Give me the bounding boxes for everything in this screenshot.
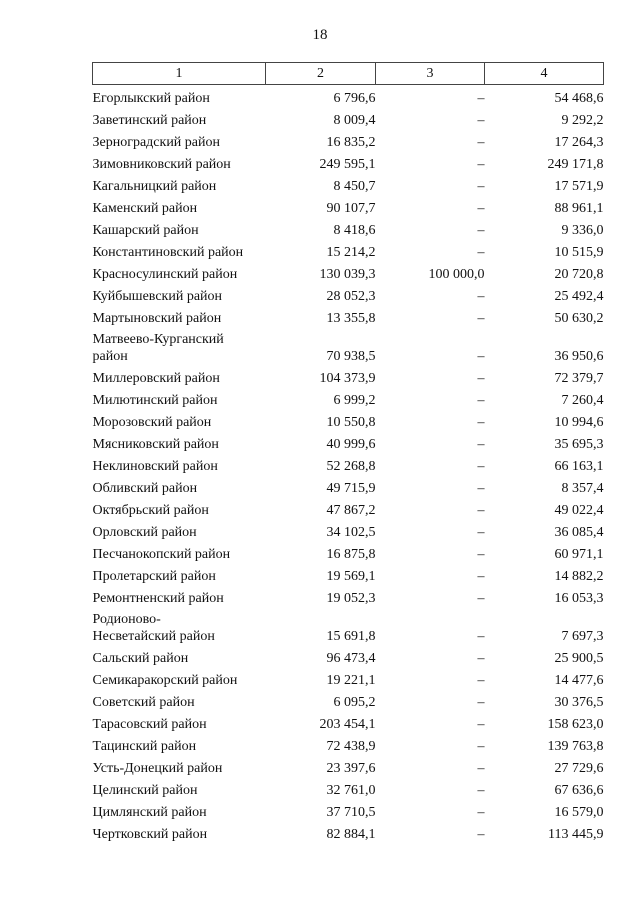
col4-value-cell: 35 695,3 — [554, 436, 604, 452]
col4-value-cell: 49 022,4 — [554, 502, 604, 518]
col2-value-cell: 19 221,1 — [326, 672, 376, 688]
table-row — [93, 497, 604, 519]
col2-value-cell: 96 473,4 — [326, 650, 376, 666]
district-name-cell: Песчанокопский район — [92, 546, 231, 562]
col2-value-cell: 72 438,9 — [326, 738, 376, 754]
header-col-4: 4 — [485, 63, 604, 85]
page-number: 18 — [312, 27, 328, 43]
col2-value-cell: 23 397,6 — [326, 760, 376, 776]
col3-value-cell: – — [477, 222, 485, 238]
col3-value-cell: – — [477, 716, 485, 732]
table-row — [93, 107, 604, 129]
col3-value-cell: – — [477, 348, 485, 364]
district-name-cell: Обливский район — [92, 480, 198, 496]
col4-value-cell: 66 163,1 — [554, 458, 604, 474]
col2-value-cell: 15 691,8 — [326, 628, 376, 644]
col4-value-cell: 8 357,4 — [561, 480, 604, 496]
col2-value-cell: 8 009,4 — [333, 112, 376, 128]
col3-value-cell: – — [477, 178, 485, 194]
header-col-2: 2 — [266, 63, 376, 85]
col3-value-cell: – — [477, 90, 485, 106]
district-name-cell: Сальский район — [92, 650, 189, 666]
district-name-cell: Миллеровский район — [92, 370, 220, 386]
district-name-cell: Кашарский район — [92, 222, 199, 238]
district-name-cell: Чертковский район — [92, 826, 208, 842]
col4-value-cell: 20 720,8 — [554, 266, 604, 282]
col2-value-cell: 82 884,1 — [326, 826, 376, 842]
table-row — [93, 239, 604, 261]
col2-value-cell: 52 268,8 — [326, 458, 376, 474]
col4-value-cell: 249 171,8 — [547, 156, 604, 172]
table-row — [93, 475, 604, 497]
col2-value-cell: 32 761,0 — [326, 782, 376, 798]
table-row — [93, 519, 604, 541]
col3-value-cell: 100 000,0 — [428, 266, 485, 282]
district-name-cell: Октябрьский район — [92, 502, 209, 518]
col3-value-cell: – — [477, 694, 485, 710]
district-name-cell: Константиновский район — [92, 244, 244, 260]
col3-value-cell: – — [477, 502, 485, 518]
col4-value-cell: 14 882,2 — [554, 568, 604, 584]
col4-value-cell: 25 900,5 — [554, 650, 604, 666]
col4-value-cell: 9 292,2 — [561, 112, 604, 128]
table-row — [93, 261, 604, 283]
col2-value-cell: 130 039,3 — [319, 266, 376, 282]
table-row — [93, 305, 604, 327]
table-row — [93, 821, 604, 843]
header-col-3: 3 — [376, 63, 485, 85]
col2-value-cell: 49 715,9 — [326, 480, 376, 496]
table-row — [93, 645, 604, 667]
district-name-cell: Мясниковский район — [92, 436, 219, 452]
col2-value-cell: 34 102,5 — [326, 524, 376, 540]
table-row — [93, 711, 604, 733]
col4-value-cell: 17 264,3 — [554, 134, 604, 150]
col4-value-cell: 72 379,7 — [554, 370, 604, 386]
col2-value-cell: 19 052,3 — [326, 590, 376, 606]
table-body — [93, 85, 604, 843]
table-row — [93, 365, 604, 387]
district-name-cell: Родионово- Несветайский район — [92, 611, 215, 644]
district-name-cell: Советский район — [92, 694, 195, 710]
col2-value-cell: 40 999,6 — [326, 436, 376, 452]
col4-value-cell: 36 950,6 — [554, 348, 604, 364]
col3-value-cell: – — [477, 650, 485, 666]
col4-value-cell: 27 729,6 — [554, 760, 604, 776]
col3-value-cell: – — [477, 134, 485, 150]
col4-value-cell: 7 697,3 — [561, 628, 604, 644]
col2-value-cell: 13 355,8 — [326, 310, 376, 326]
table-row — [93, 541, 604, 563]
district-name-cell: Пролетарский район — [92, 568, 216, 584]
col2-value-cell: 249 595,1 — [319, 156, 376, 172]
col3-value-cell: – — [477, 568, 485, 584]
district-name-cell: Милютинский район — [92, 392, 218, 408]
col3-value-cell: – — [477, 244, 485, 260]
col3-value-cell: – — [477, 436, 485, 452]
col2-value-cell: 8 418,6 — [333, 222, 376, 238]
col3-value-cell: – — [477, 804, 485, 820]
district-name-cell: Усть-Донецкий район — [92, 760, 223, 776]
col4-value-cell: 17 571,9 — [554, 178, 604, 194]
col3-value-cell: – — [477, 524, 485, 540]
district-name-cell: Морозовский район — [92, 414, 212, 430]
col3-value-cell: – — [477, 628, 485, 644]
col2-value-cell: 90 107,7 — [326, 200, 376, 216]
district-name-cell: Тацинский район — [92, 738, 197, 754]
table-row — [93, 409, 604, 431]
col2-value-cell: 16 835,2 — [326, 134, 376, 150]
col2-value-cell: 16 875,8 — [326, 546, 376, 562]
col2-value-cell: 10 550,8 — [326, 414, 376, 430]
col4-value-cell: 36 085,4 — [554, 524, 604, 540]
district-name-cell: Куйбышевский район — [92, 288, 223, 304]
district-name-cell: Цимлянский район — [92, 804, 207, 820]
col3-value-cell: – — [477, 310, 485, 326]
district-name-cell: Зерноградский район — [92, 134, 220, 150]
col4-value-cell: 67 636,6 — [554, 782, 604, 798]
header-row — [93, 63, 604, 85]
district-name-cell: Тарасовский район — [92, 716, 207, 732]
col4-value-cell: 14 477,6 — [554, 672, 604, 688]
table-row — [93, 777, 604, 799]
col2-value-cell: 15 214,2 — [326, 244, 376, 260]
col3-value-cell: – — [477, 458, 485, 474]
col3-value-cell: – — [477, 760, 485, 776]
table-row — [93, 799, 604, 821]
col4-value-cell: 139 763,8 — [547, 738, 604, 754]
table-row — [93, 151, 604, 173]
district-name-cell: Орловский район — [92, 524, 197, 540]
col4-value-cell: 9 336,0 — [561, 222, 604, 238]
col3-value-cell: – — [477, 200, 485, 216]
col3-value-cell: – — [477, 370, 485, 386]
col3-value-cell: – — [477, 826, 485, 842]
col4-value-cell: 54 468,6 — [554, 90, 604, 106]
table-row — [93, 733, 604, 755]
col2-value-cell: 6 999,2 — [333, 392, 376, 408]
col2-value-cell: 37 710,5 — [326, 804, 376, 820]
table-row — [93, 283, 604, 305]
district-name-cell: Ремонтненский район — [92, 590, 224, 606]
district-name-cell: Матвеево-Курганский район — [92, 331, 224, 364]
table-row — [93, 667, 604, 689]
table-row — [93, 173, 604, 195]
col4-value-cell: 60 971,1 — [554, 546, 604, 562]
col2-value-cell: 70 938,5 — [326, 348, 376, 364]
col4-value-cell: 30 376,5 — [554, 694, 604, 710]
table-row — [93, 607, 604, 645]
col3-value-cell: – — [477, 156, 485, 172]
col2-value-cell: 104 373,9 — [319, 370, 376, 386]
col4-value-cell: 16 579,0 — [554, 804, 604, 820]
col2-value-cell: 203 454,1 — [319, 716, 376, 732]
table-row — [93, 689, 604, 711]
col2-value-cell: 19 569,1 — [326, 568, 376, 584]
col3-value-cell: – — [477, 672, 485, 688]
district-name-cell: Семикаракорский район — [92, 672, 238, 688]
table-row — [93, 327, 604, 365]
col2-value-cell: 47 867,2 — [326, 502, 376, 518]
table-row — [93, 585, 604, 607]
district-name-cell: Егорлыкский район — [92, 90, 210, 106]
col3-value-cell: – — [477, 480, 485, 496]
table-row — [93, 453, 604, 475]
district-name-cell: Кагальницкий район — [92, 178, 217, 194]
col4-value-cell: 16 053,3 — [554, 590, 604, 606]
col3-value-cell: – — [477, 112, 485, 128]
col4-value-cell: 7 260,4 — [561, 392, 604, 408]
table-row — [93, 563, 604, 585]
col4-value-cell: 88 961,1 — [554, 200, 604, 216]
col3-value-cell: – — [477, 738, 485, 754]
col3-value-cell: – — [477, 546, 485, 562]
col3-value-cell: – — [477, 288, 485, 304]
district-name-cell: Целинский район — [92, 782, 198, 798]
col4-value-cell: 10 994,6 — [554, 414, 604, 430]
table-row — [93, 217, 604, 239]
col3-value-cell: – — [477, 414, 485, 430]
table-row — [93, 85, 604, 107]
district-name-cell: Зимовниковский район — [92, 156, 231, 172]
district-name-cell: Заветинский район — [92, 112, 207, 128]
col2-value-cell: 6 796,6 — [333, 90, 376, 106]
table-row — [93, 195, 604, 217]
table-row — [93, 431, 604, 453]
header-col-1: 1 — [93, 63, 266, 85]
col3-value-cell: – — [477, 782, 485, 798]
col4-value-cell: 113 445,9 — [548, 826, 604, 842]
table-row — [93, 129, 604, 151]
col4-value-cell: 50 630,2 — [554, 310, 604, 326]
col2-value-cell: 8 450,7 — [333, 178, 376, 194]
district-name-cell: Каменский район — [92, 200, 198, 216]
col2-value-cell: 6 095,2 — [333, 694, 376, 710]
district-name-cell: Красносулинский район — [92, 266, 238, 282]
district-name-cell: Мартыновский район — [92, 310, 222, 326]
col3-value-cell: – — [477, 392, 485, 408]
col4-value-cell: 10 515,9 — [554, 244, 604, 260]
district-name-cell: Неклиновский район — [92, 458, 218, 474]
data-table — [92, 62, 604, 843]
table-row — [93, 755, 604, 777]
col2-value-cell: 28 052,3 — [326, 288, 376, 304]
col4-value-cell: 25 492,4 — [554, 288, 604, 304]
col3-value-cell: – — [477, 590, 485, 606]
table-row — [93, 387, 604, 409]
col4-value-cell: 158 623,0 — [547, 716, 604, 732]
